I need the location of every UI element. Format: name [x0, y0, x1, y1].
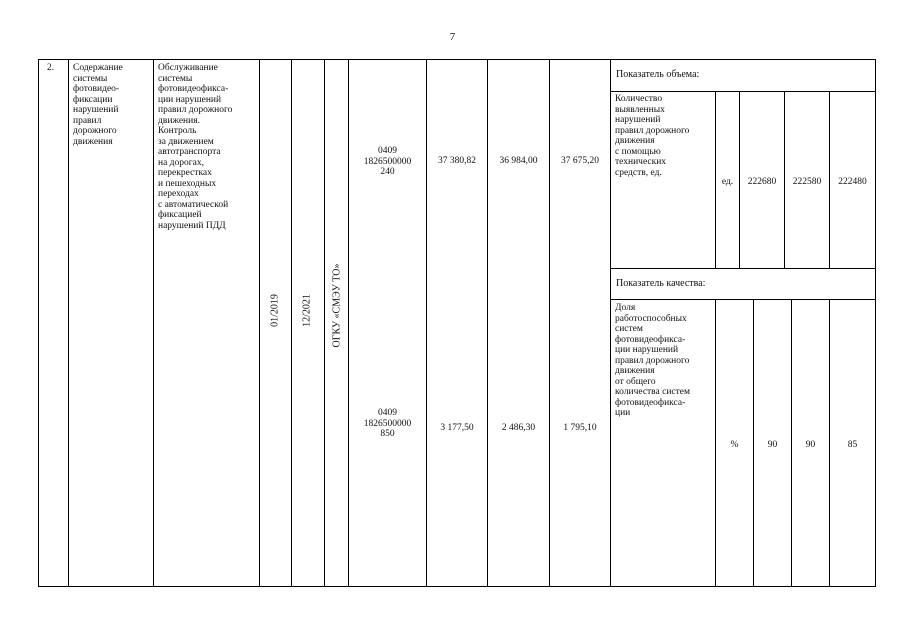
quality-unit: % [730, 440, 739, 450]
activity-name: Содержание системы фотовидео- фиксации нарушений правил дорожного движения [73, 63, 123, 147]
start-date: 01/2019 [269, 294, 281, 327]
volume-unit: ед. [721, 177, 734, 187]
end-date: 12/2021 [301, 294, 313, 327]
volume-value-3: 222480 [838, 177, 867, 187]
quality-indicator-name: Доля работоспособных систем фотовидеофикса- ции нарушений правил дорожного движения от общего количества систем фотовидеофикса- ции [615, 303, 691, 418]
quality-value-1: 90 [767, 440, 778, 450]
volume-value-2: 222580 [792, 177, 822, 187]
budget-code-2-value-1: 3 177,50 [440, 423, 474, 433]
quality-indicator-header: Показатель качества: [616, 278, 706, 289]
budget-code-1-value-1: 37 380,82 [438, 156, 476, 166]
budget-code-1: 0409 1826500000 240 [363, 146, 412, 177]
quality-value-2: 90 [805, 440, 816, 450]
budget-code-2-value-3: 1 795,10 [563, 423, 597, 433]
row-number: 2. [47, 63, 55, 73]
volume-indicator-name: Количество выявленных нарушений правил дорожного движения с помощью технических средств, ед. [615, 94, 690, 178]
page-number: 7 [449, 31, 456, 43]
budget-code-2-value-2: 2 486,30 [501, 423, 536, 433]
budget-code-1-value-3: 37 675,20 [561, 156, 599, 166]
volume-indicator-header: Показатель объема: [616, 69, 700, 80]
budget-code-1-value-2: 36 984,00 [499, 156, 538, 166]
executor: ОГКУ «СМЭУ ТО» [331, 263, 343, 348]
budget-code-2: 0409 1826500000 850 [363, 408, 412, 439]
volume-value-1: 222680 [747, 177, 777, 187]
activity-description: Обслуживание системы фотовидеофикса- ции нарушений правил дорожного движения. Контроль за движением автотранспорта на дорогах, перекрестках и пешеходных переходах с автоматической фиксацией нарушений ПДД [158, 63, 233, 231]
quality-value-3: 85 [847, 440, 858, 450]
